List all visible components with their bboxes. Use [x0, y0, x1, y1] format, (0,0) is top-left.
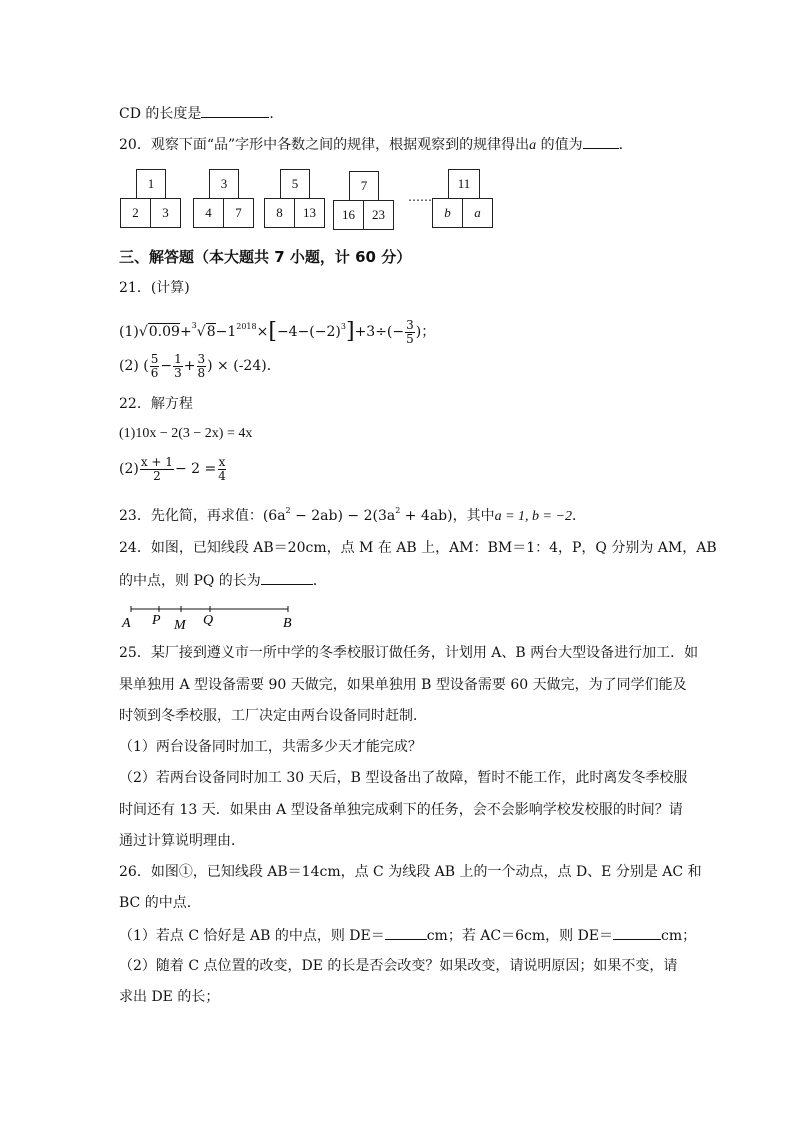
q25-sub1: （1）两台设备同时加工，共需多少天才能完成？ — [119, 739, 422, 755]
q22-part1: (1)10x − 2(3 − 2x) = 4x — [119, 426, 253, 441]
label-b: B — [283, 616, 292, 631]
q24-line1: 24．如图，已知线段 AB＝20cm，点 M 在 AB 上，AM：BM＝1：4，P，Q 分别为 AM，AB — [119, 540, 717, 556]
q26-sub2a: （2）随着 C 点位置的改变，DE 的长是否会改变？如果改变，请说明原因；如果不变，请 — [119, 958, 678, 974]
q23-question: 23．先化简，再求值：$(6a^2 - 2ab) - 2(3a^2 + 4ab)$，其中a = 1, b = −2． — [119, 506, 586, 524]
pin-top-cell: 7 — [349, 171, 379, 201]
label-m: M — [174, 618, 186, 633]
pin-top-cell: 3 — [209, 169, 239, 199]
q21-part2: (2) ( $\frac{5}{6}$ − $\frac{1}{3}$ + $\frac{3}{8}$ ) × (-24)． — [119, 351, 281, 380]
q25-line2: 果单独用 A 型设备需要 90 天做完，如果单独用 B 型设备需要 60 天做完，为了同学们能及 — [119, 677, 687, 693]
pin-left-cell: 2 — [120, 198, 151, 228]
label-a: A — [122, 616, 131, 631]
answer-blank — [613, 925, 661, 940]
q25-sub2a: （2）若两台设备同时加工 30 天后，B 型设备出了故障，暂时不能工作，此时离发冬季校服 — [119, 770, 688, 786]
answer-blank — [583, 134, 619, 149]
label-q: Q — [203, 613, 214, 628]
q24-line2: 的中点，则 PQ 的长为 ． — [119, 570, 327, 591]
answer-blank — [261, 570, 313, 585]
label-p: P — [152, 613, 161, 628]
q21-part1: $(1)√0.09+^3√8-1^{2018}\times[-4-(-2)^3]+3\div(-$ $\frac{3}{5}$ )； — [119, 317, 436, 346]
pin-right-cell: a — [462, 198, 493, 228]
pin-right-cell: 23 — [363, 200, 394, 230]
section-heading: 三、解答题（本大题共 7 小题，计 60 分） — [119, 248, 412, 266]
answer-blank — [201, 103, 269, 118]
pin-top-cell: 5 — [280, 169, 310, 199]
q25-line1: 25．某厂接到遵义市一所中学的冬季校服订做任务，计划用 A、B 两台大型设备进行加工．如 — [119, 645, 699, 661]
q26-line1: 26．如图①，已知线段 AB＝14cm，点 C 为线段 AB 上的一个动点，点 D、E 分别是 AC 和 — [119, 864, 702, 880]
answer-blank — [385, 925, 427, 940]
pin-left-cell: b — [432, 198, 463, 228]
q25-sub2b: 时间还有 13 天．如果由 A 型设备单独完成剩下的任务，会不会影响学校发校服的时间？请 — [119, 802, 683, 818]
pin-top-cell: 1 — [136, 169, 166, 199]
pin-top-cell: 11 — [448, 169, 480, 199]
pin-left-cell: 4 — [193, 198, 224, 228]
q25-sub2c: 通过计算说明理由． — [119, 833, 245, 849]
q22-title: 22．解方程 — [119, 396, 193, 412]
q26-sub2b: 求出 DE 的长； — [119, 989, 220, 1005]
q26-sub1: （1）若点 C 恰好是 AB 的中点，则 DE＝ cm；若 AC＝6cm，则 DE＝ cm； — [119, 925, 696, 946]
q20-question: 20．观察下面“品”字形中各数之间的规律，根据观察到的规律得出a 的值为 ． — [119, 134, 633, 156]
pin-right-cell: 3 — [150, 198, 181, 228]
ellipsis: …… — [408, 190, 432, 204]
segment-diagram — [119, 597, 309, 635]
q22-part2: (2) $\frac{x + 1}{2}$ − 2 = $\frac{x}{4}$ — [119, 454, 226, 483]
q26-line2: BC 的中点． — [119, 895, 201, 911]
q19-tail: CD 的长度是 . — [119, 103, 274, 124]
pin-right-cell: 13 — [294, 198, 325, 228]
pin-left-cell: 8 — [264, 198, 295, 228]
pin-left-cell: 16 — [333, 200, 364, 230]
q21-title: 21．(计算) — [119, 280, 190, 296]
pin-right-cell: 7 — [223, 198, 254, 228]
q25-line3: 时领到冬季校服，工厂决定由两台设备同时赶制． — [119, 708, 427, 724]
